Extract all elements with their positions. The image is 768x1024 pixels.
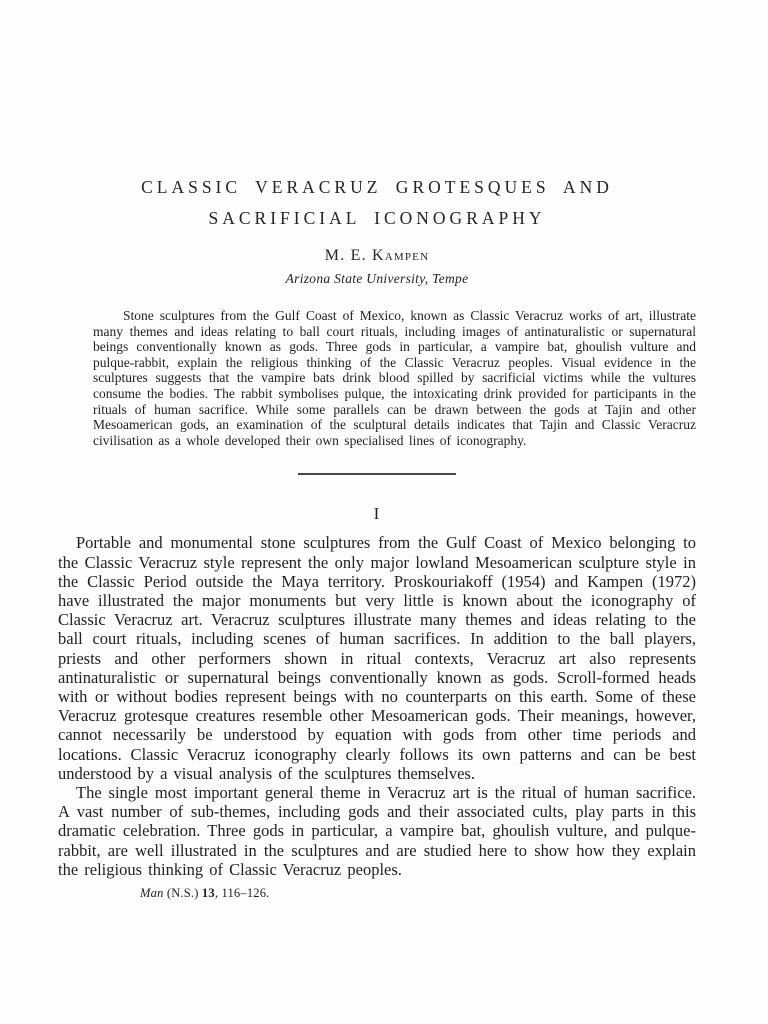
- article-title: [58, 172, 696, 234]
- citation-pages: , 116–126.: [214, 886, 270, 900]
- citation-volume: 13: [201, 886, 215, 900]
- author-affiliation: Arizona State University, Tempe: [285, 271, 469, 286]
- author-name: M. E. Kampen: [324, 247, 430, 264]
- journal-citation: [140, 886, 696, 901]
- body-paragraph-1: Portable and monumental stone sculptures from the Gulf Coast of Mexico belonging to the Classic Veracruz style represent the only major lowland Mesoamerican sculpture style in the Classic Period outside the Maya territory. Proskouriakoff (1954) and Kampen (1972) have illustrated the major monuments but very little is known about the iconography of Classic Veracruz art. Veracruz sculptures illustrate many themes and ideas relating to the ball court rituals, including scenes of human sacrifices. In addition to the ball players, priests and other performers shown in ritual contexts, Veracruz art also represents antinaturalistic or supernatural beings conventionally known as gods. Scroll-formed heads with or without bodies represent beings with no counterparts on this earth. Some of these Veracruz grotesque creatures resemble other Mesoamerican gods. Their meanings, however, cannot necessarily be understood by equation with gods from other time periods and locations. Classic Veracruz iconography clearly follows its own patterns and can be best understood by a visual analysis of the sculptures themselves.: [58, 533, 696, 783]
- body-paragraph-2: The single most important general theme in Veracruz art is the ritual of human sacrifice. A vast number of sub-themes, including gods and their associated cults, play parts in this dramatic celebration. Three gods in particular, a vampire bat, ghoulish vulture, and pulque-rabbit, are well illustrated in the sculptures and are studied here to show how they explain the religious thinking of Classic Veracruz peoples.: [58, 782, 696, 879]
- abstract-paragraph: Stone sculptures from the Gulf Coast of Mexico, known as Classic Veracruz works of art, illustrate many themes and ideas relating to ball court rituals, including images of antinaturalistic or supernatural beings conventionally known as gods. Three gods in particular, a vampire bat, ghoulish vulture and pulque-rabbit, explain the religious thinking of the Classic Veracruz peoples. Visual evidence in the sculptures suggests that the vampire bats drink blood spilled by sacrificial victims while the vultures consume the bodies. The rabbit symbolises pulque, the intoxicating drink provided for participants in the rituals of human sacrifice. While some parallels can be drawn between the gods at Tajin and other Mesoamerican gods, an examination of the sculptural details indicates that Tajin and Classic Veracruz civilisation as a whole developed their own specialised lines of iconography.: [93, 308, 696, 448]
- section-divider-rule: [298, 473, 456, 475]
- citation-series: (N.S.): [163, 886, 202, 900]
- article-title-line-1: CLASSIC VERACRUZ GROTESQUES AND: [141, 177, 613, 197]
- section-heading-numeral: I: [373, 504, 381, 524]
- article-title-line-2: SACRIFICIAL ICONOGRAPHY: [208, 208, 546, 228]
- citation-journal-name: Man: [140, 886, 164, 900]
